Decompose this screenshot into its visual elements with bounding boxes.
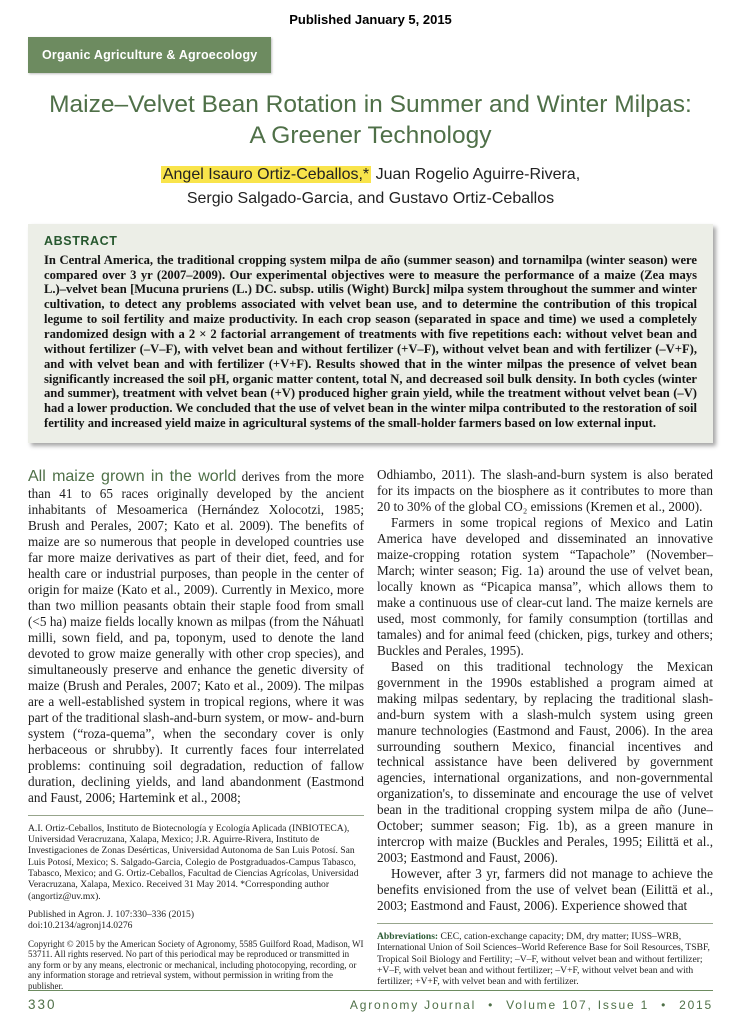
page-number: 330 bbox=[28, 997, 57, 1012]
right-paragraph-3: Based on this traditional technology the Mexican government in the 1990s established a program aimed at making milpas sedentary, by replacing the traditional slash-and-burn system with a slash-mulch system using green manure technologies (Eastmond and Faust, 2006). In the area surrounding southern Mexico, financial incentives and technical assistance have been delivered by government agencies, international organizations, and non-governmental organization's, to disseminate and encourage the use of velvet bean in the traditional cropping system milpa de año (June–October; summer season; Fig. 1b), as a green manure in intercrop with maize (Buckles and Perales, 1995; Eilittä et al., 2003; Eastmond and Faust, 2006). bbox=[377, 658, 713, 866]
section-badge: Organic Agriculture & Agroecology bbox=[28, 37, 271, 73]
abstract-box bbox=[28, 224, 713, 443]
volume-issue: Volume 107, Issue 1 bbox=[506, 998, 650, 1012]
corresponding-author-highlight: Angel Isauro Ortiz-Ceballos,* bbox=[162, 165, 370, 183]
abbreviations-note bbox=[377, 931, 713, 988]
authors-line2: Sergio Salgado-Garcia, and Gustavo Ortiz-Ceballos bbox=[186, 189, 555, 207]
footer-year: 2015 bbox=[679, 998, 713, 1012]
right-paragraph-1: Odhiambo, 2011). The slash-and-burn system is also berated for its impacts on the biosphere as it contributes to more than 20 to 30% of the global CO₂ emissions (Kremen et al., 2000). bbox=[377, 467, 713, 514]
citation-note bbox=[28, 909, 364, 932]
authors-block bbox=[28, 163, 713, 211]
abstract-text: In Central America, the traditional cropping system milpa de año (summer season) and tornamilpa (winter season) were compared over 3 yr (2007–2009). Our experimental objectives were to measure the performance of a maize (Zea mays L.)–velvet bean [Mucuna pruriens (L.) DC. subsp. utilis (Wight) Burck] milpa system throughout the summer and winter cultivation, to detect any problems associated with velvet bean use, and to determine the contribution of this tropical legume to soil fertility and maize productivity. In each crop season (separated in space and time) we used a completely randomized design with a 2 × 2 factorial arrangement of treatments with five repetitions each: without velvet bean and without fertilizer (–V–F), with velvet bean and without fertilizer (+V–F), without velvet bean and with fertilizer (–V+F), and with velvet bean and with fertilizer (+V+F). Results showed that in the winter milpas the presence of velvet bean significantly increased the soil pH, organic matter content, total N, and decreased soil bulk density. In both cycles (winter and summer), treatment with velvet bean (+V) produced higher grain yield, while the treatment without velvet bean (–V) had a lower production. We concluded that the use of velvet bean in the winter milpa contributed to the restoration of soil fertility and increased yield maize in agricultural systems of the small-holder farmers based on low external input. bbox=[44, 252, 697, 431]
page-title bbox=[28, 89, 713, 152]
published-in-line: Published in Agron. J. 107:330–336 (2015) bbox=[28, 908, 195, 920]
journal-name: Agronomy Journal bbox=[349, 998, 477, 1012]
right-paragraph-2: Farmers in some tropical regions of Mexico and Latin America have developed and disseminated an innovative maize-cropping rotation system “Tapachole” (November–March; winter season; Fig. 1a) around the use of velvet bean, locally known as “Picapica mansa”, which allows them to make a continuous use of clear-cut land. The maize kernels are used, most commonly, for family consumption (tortillas and tamales) and for animal feed (chicken, pigs, turkey and others; Buckles and Perales, 1995). bbox=[377, 514, 713, 658]
abbreviations-divider bbox=[377, 923, 713, 924]
right-paragraph-4: However, after 3 yr, farmers did not manage to achieve the benefits envisioned from the use of velvet bean (Eilittä et al., 2003; Eastmond and Faust, 2006). Experience showed that bbox=[377, 866, 713, 914]
copyright-note: Copyright © 2015 by the American Society of Agronomy, 5585 Guilford Road, Madison, WI 53711. All rights reserved. No part of this periodical may be reproduced or transmitted in any form or by any means, electronic or mechanical, including photocopying, recording, or any information storage and retrieval system, without permission in writing from the publisher. bbox=[28, 938, 364, 992]
page-footer bbox=[28, 990, 713, 1012]
page-title-line1: Maize–Velvet Bean Rotation in Summer and Winter Milpas: bbox=[49, 91, 692, 118]
authors-line1 bbox=[28, 163, 713, 187]
article-body bbox=[28, 467, 713, 992]
right-column bbox=[377, 467, 713, 988]
left-paragraph-text: derives from the more than 41 to 65 races originally developed by the ancient inhabitants of Mesoamerica (Hernández Xolocotzi, 1985; Brush and Perales, 2007; Kato et al. 2009). The benefits of maize are so numerous that people in developed countries use far more maize derivatives as part of their diet, feed, and for health care or industrial purposes, than people in the center of origin for maize (Kato et al., 2009). Currently in Mexico, more than two million peasants obtain their staple food from small (<5 ha) maize fields locally known as milpas (from the Náhuatl milli, sown field, and pa, toponym, used to denote the land devoted to grow maize generally with other crop species), and simultaneously preserve and enhance the genetic diversity of maize (Brush and Perales, 2007; Kato et al., 2009). The milpas are a well-established system in tropical regions, where it was part of the traditional slash-and-burn system, or mow- and-burn system (“roza-quema”, when the secondary cover is only herbaceous or shrubby). It currently faces four interrelated problems: continuing soil degradation, reduction of fallow duration, declining yields, and land abandonment (Eastmond and Faust, 2006; Hartemink et al., 2008; bbox=[28, 469, 364, 805]
footnote-divider bbox=[28, 815, 364, 816]
journal-footer-line bbox=[350, 998, 713, 1012]
affiliations-note: A.I. Ortiz-Ceballos, Instituto de Biotecnología y Ecología Aplicada (INBIOTECA), Universidad Veracruzana, Xalapa, Mexico; J.R. Aguirre-Rivera, Instituto de Investigaciones de Zonas Desérticas, Universidad Autonoma de San Luis Potosí. San Luis Potosí, Mexico; S. Salgado-Garcia, Colegio de Postgraduados-Campus Tabasco, Tabasco, Mexico; and G. Ortiz-Ceballos, Facultad de Ciencias Agrícolas, Universidad Veracruzana, Xalapa, Mexico. Received 31 May 2014. *Corresponding author (angortiz@uv.mx). bbox=[28, 822, 359, 902]
abbreviations-section bbox=[377, 914, 713, 988]
abbreviations-text: CEC, cation-exchange capacity; DM, dry matter; IUSS–WRB, International Union of Soil Sciences–World Reference Base for Soil Resources, TSBF, Tropical Soil Biology and Fertility; –V–F, without velvet bean and without fertilizer; +V–F, with velvet bean and without fertilizer; –V+F, without velvet bean and with fertilizer; +V+F, with velvet bean and with fertilizer. bbox=[377, 931, 710, 988]
abbreviations-label: Abbreviations: bbox=[377, 931, 439, 943]
doi-line: doi:10.2134/agronj14.0276 bbox=[28, 920, 133, 932]
bullet-separator: • bbox=[488, 998, 495, 1012]
bullet-separator: • bbox=[661, 998, 668, 1012]
section-badge-row bbox=[28, 37, 713, 73]
page-title-line2: A Greener Technology bbox=[249, 122, 492, 150]
authors-line1-rest: Juan Rogelio Aguirre-Rivera, bbox=[371, 165, 581, 183]
published-date-note: Published January 5, 2015 bbox=[289, 12, 452, 27]
left-column-paragraph bbox=[28, 467, 364, 806]
lead-in-phrase: All maize grown in the world bbox=[28, 468, 237, 486]
left-column bbox=[28, 467, 364, 992]
abstract-heading: ABSTRACT bbox=[44, 233, 118, 248]
